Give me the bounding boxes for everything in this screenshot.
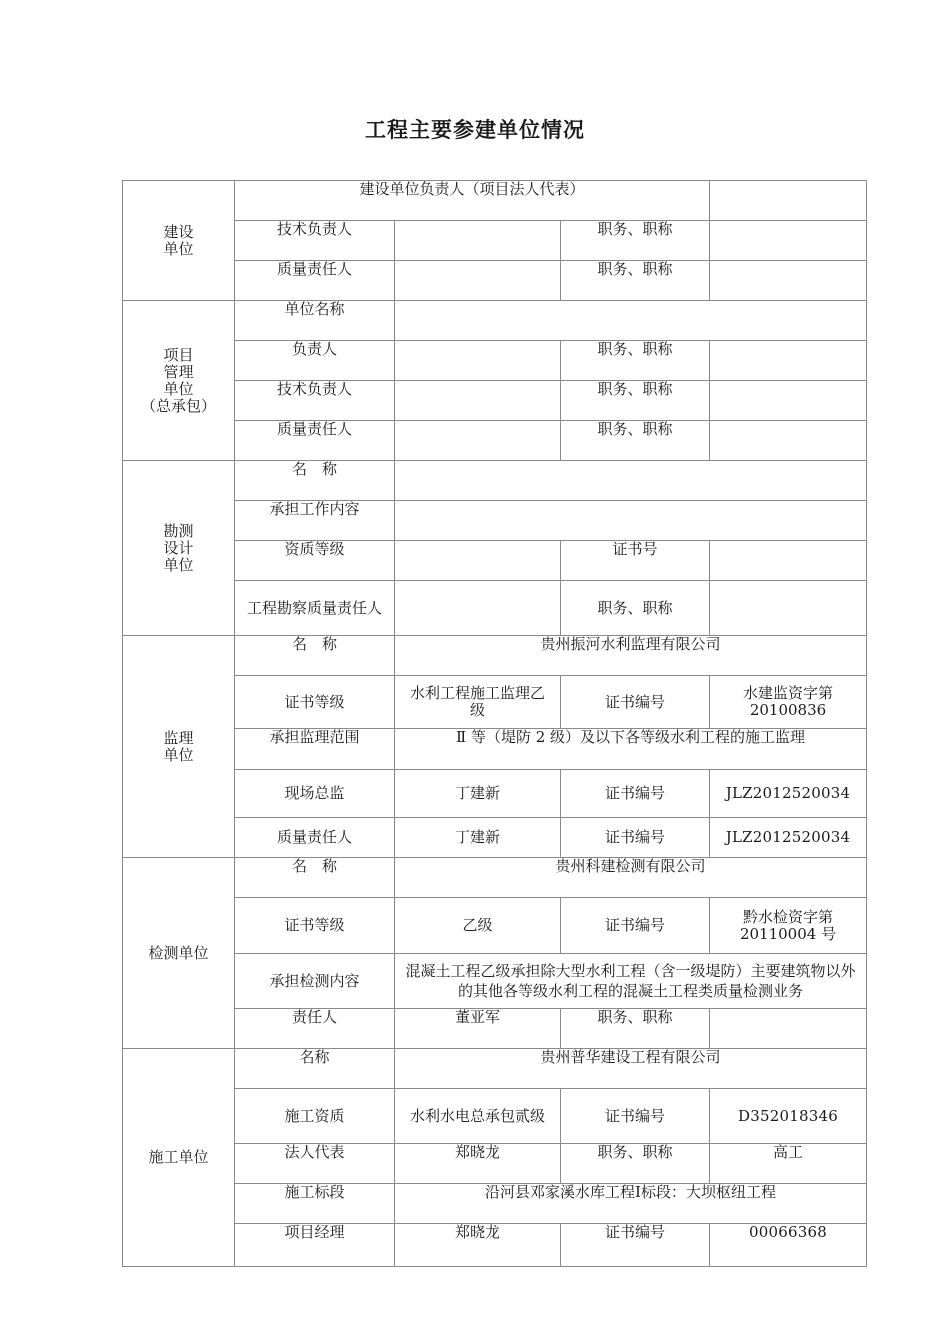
survey-quality-lead-label: 工程勘察质量责任人 [235, 581, 395, 636]
owner-group-label: 建设 单位 [123, 181, 235, 301]
construction-row-qualification [123, 1089, 867, 1144]
testing-lead-position-label: 职务、职称 [561, 1009, 710, 1049]
supervision-quality-cert-label: 证书编号 [561, 818, 710, 858]
testing-lead-label: 责任人 [235, 1009, 395, 1049]
pm-quality-lead-position-value [710, 421, 867, 461]
supervision-row-cert [123, 676, 867, 729]
supervision-cert-grade-value: 水利工程施工监理乙级 [395, 676, 561, 729]
testing-row-content [123, 954, 867, 1009]
pm-unit-name-label: 单位名称 [235, 301, 395, 341]
supervision-chief-cert-no: JLZ2012520034 [710, 770, 867, 818]
survey-row-quality-lead [123, 581, 867, 636]
pm-tech-lead-position-value [710, 381, 867, 421]
construction-pm-cert-label: 证书编号 [561, 1224, 710, 1267]
construction-pm-name: 郑晓龙 [395, 1224, 561, 1267]
survey-row-name [123, 461, 867, 501]
pm-head-value [395, 341, 561, 381]
pm-quality-lead-label: 质量责任人 [235, 421, 395, 461]
owner-legal-rep-label: 建设单位负责人（项目法人代表） [235, 181, 710, 221]
testing-content-label: 承担检测内容 [235, 954, 395, 1009]
construction-qual-value: 水利水电总承包贰级 [395, 1089, 561, 1144]
owner-quality-lead-position-value [710, 261, 867, 301]
testing-cert-grade-value: 乙级 [395, 898, 561, 954]
survey-cert-label: 证书号 [561, 541, 710, 581]
testing-cert-no-value: 黔水检资字第20110004 号 [710, 898, 867, 954]
owner-tech-lead-label: 技术负责人 [235, 221, 395, 261]
construction-legal-position-value: 高工 [710, 1144, 867, 1184]
pm-row-tech-lead [123, 381, 867, 421]
owner-row-quality-lead [123, 261, 867, 301]
pm-tech-lead-value [395, 381, 561, 421]
owner-quality-lead-value [395, 261, 561, 301]
owner-quality-lead-position-label: 职务、职称 [561, 261, 710, 301]
survey-row-qualification [123, 541, 867, 581]
construction-row-section [123, 1184, 867, 1224]
supervision-row-chief [123, 770, 867, 818]
construction-name-label: 名称 [235, 1049, 395, 1089]
supervision-chief-label: 现场总监 [235, 770, 395, 818]
pm-head-label: 负责人 [235, 341, 395, 381]
pm-head-position-label: 职务、职称 [561, 341, 710, 381]
construction-group-label: 施工单位 [123, 1049, 235, 1267]
supervision-row-name [123, 636, 867, 676]
supervision-cert-no-value: 水建监资字第20100836 [710, 676, 867, 729]
testing-name-value: 贵州科建检测有限公司 [395, 858, 867, 898]
construction-pm-label: 项目经理 [235, 1224, 395, 1267]
supervision-cert-grade-label: 证书等级 [235, 676, 395, 729]
survey-work-label: 承担工作内容 [235, 501, 395, 541]
supervision-quality-label: 质量责任人 [235, 818, 395, 858]
supervision-scope-label: 承担监理范围 [235, 729, 395, 770]
construction-cert-no-value: D352018346 [710, 1089, 867, 1144]
construction-legal-position-label: 职务、职称 [561, 1144, 710, 1184]
survey-name-value [395, 461, 867, 501]
survey-qual-label: 资质等级 [235, 541, 395, 581]
pm-row-head [123, 341, 867, 381]
testing-row-cert [123, 898, 867, 954]
participating-units-table [122, 180, 867, 1267]
construction-cert-no-label: 证书编号 [561, 1089, 710, 1144]
supervision-row-quality [123, 818, 867, 858]
construction-section-label: 施工标段 [235, 1184, 395, 1224]
survey-name-label: 名 称 [235, 461, 395, 501]
construction-row-pm [123, 1224, 867, 1267]
supervision-chief-cert-label: 证书编号 [561, 770, 710, 818]
pm-quality-lead-value [395, 421, 561, 461]
survey-group-label: 勘测 设计 单位 [123, 461, 235, 636]
construction-row-legal [123, 1144, 867, 1184]
testing-cert-no-label: 证书编号 [561, 898, 710, 954]
survey-position-label: 职务、职称 [561, 581, 710, 636]
testing-row-name [123, 858, 867, 898]
supervision-group-label: 监理 单位 [123, 636, 235, 858]
supervision-scope-value: Ⅱ 等（堤防 2 级）及以下各等级水利工程的施工监理 [395, 729, 867, 770]
survey-quality-lead-value [395, 581, 561, 636]
owner-tech-lead-position-label: 职务、职称 [561, 221, 710, 261]
supervision-quality-cert-no: JLZ2012520034 [710, 818, 867, 858]
construction-qual-label: 施工资质 [235, 1089, 395, 1144]
pm-tech-lead-position-label: 职务、职称 [561, 381, 710, 421]
survey-cert-value [710, 541, 867, 581]
testing-lead-name: 董亚军 [395, 1009, 561, 1049]
testing-row-lead [123, 1009, 867, 1049]
pm-tech-lead-label: 技术负责人 [235, 381, 395, 421]
pm-head-position-value [710, 341, 867, 381]
supervision-chief-name: 丁建新 [395, 770, 561, 818]
pm-unit-name-value [395, 301, 867, 341]
owner-row-tech-lead [123, 221, 867, 261]
testing-cert-grade-label: 证书等级 [235, 898, 395, 954]
owner-legal-rep-value [710, 181, 867, 221]
survey-position-value [710, 581, 867, 636]
construction-section-value: 沿河县邓家溪水库工程Ⅰ标段：大坝枢纽工程 [395, 1184, 867, 1224]
testing-lead-position-value [710, 1009, 867, 1049]
survey-row-work [123, 501, 867, 541]
construction-legal-name: 郑晓龙 [395, 1144, 561, 1184]
testing-content-value: 混凝土工程乙级承担除大型水利工程（含一级堤防）主要建筑物以外的其他各等级水利工程的混凝土工程类质量检测业务 [395, 954, 867, 1009]
pm-group-label: 项目 管理 单位 （总承包） [123, 301, 235, 461]
pm-quality-lead-position-label: 职务、职称 [561, 421, 710, 461]
construction-pm-cert-no: 00066368 [710, 1224, 867, 1267]
owner-quality-lead-label: 质量责任人 [235, 261, 395, 301]
construction-name-value: 贵州普华建设工程有限公司 [395, 1049, 867, 1089]
testing-name-label: 名 称 [235, 858, 395, 898]
supervision-quality-name: 丁建新 [395, 818, 561, 858]
supervision-row-scope [123, 729, 867, 770]
pm-row-unit-name [123, 301, 867, 341]
supervision-name-value: 贵州振河水利监理有限公司 [395, 636, 867, 676]
construction-row-name [123, 1049, 867, 1089]
supervision-cert-no-label: 证书编号 [561, 676, 710, 729]
survey-qual-value [395, 541, 561, 581]
testing-group-label: 检测单位 [123, 858, 235, 1049]
supervision-name-label: 名 称 [235, 636, 395, 676]
pm-row-quality-lead [123, 421, 867, 461]
owner-tech-lead-value [395, 221, 561, 261]
survey-work-value [395, 501, 867, 541]
owner-tech-lead-position-value [710, 221, 867, 261]
owner-row-legal-rep [123, 181, 867, 221]
page-title: 工程主要参建单位情况 [365, 117, 585, 142]
construction-legal-label: 法人代表 [235, 1144, 395, 1184]
